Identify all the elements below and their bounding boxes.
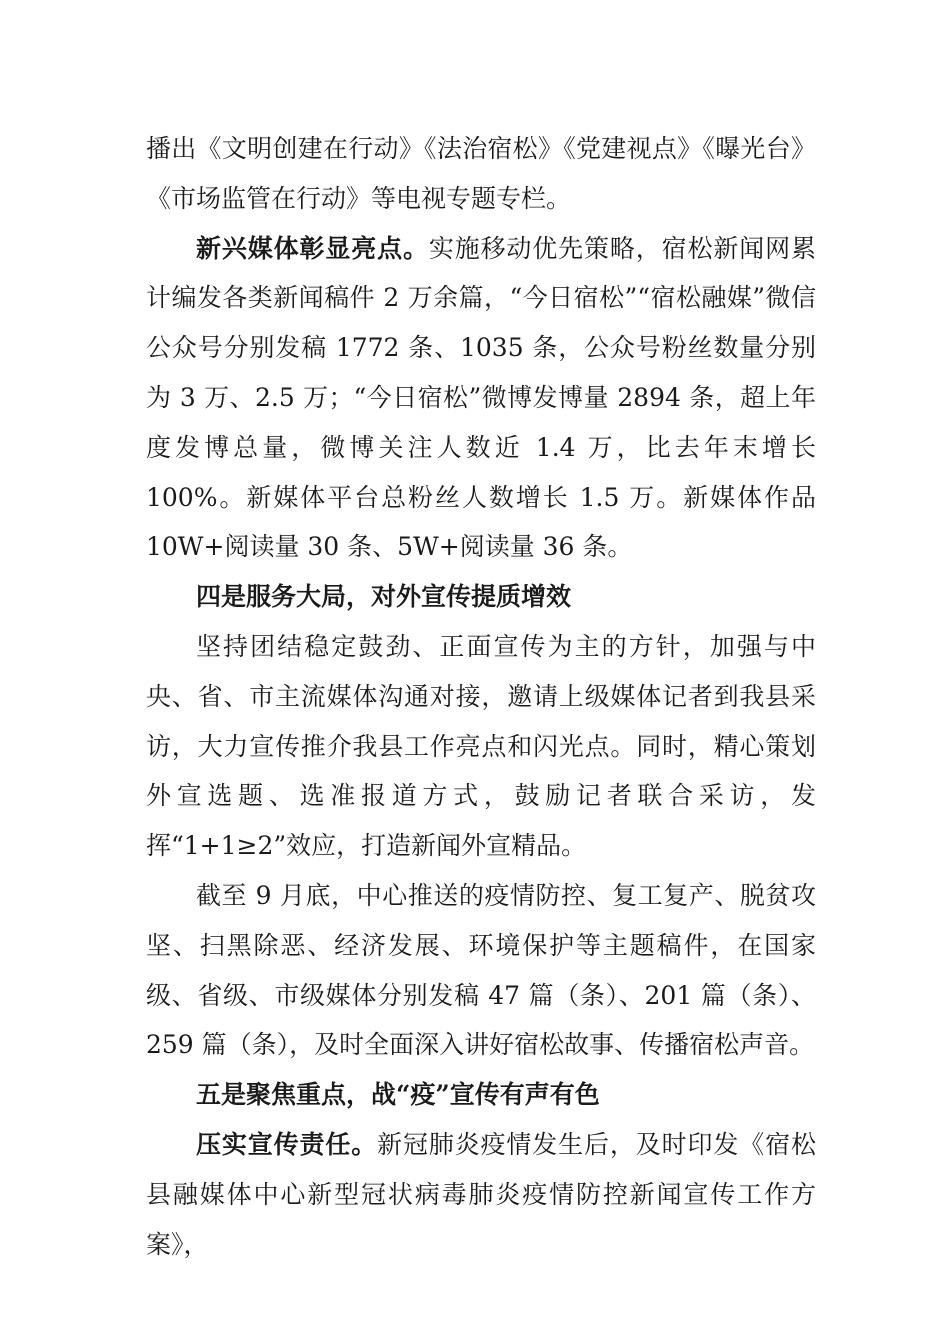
paragraph-responsibility	[146, 1120, 816, 1269]
paragraph-text: 实施移动优先策略，宿松新闻网累计编发各类新闻稿件 2 万余篇，“今日宿松”“宿松融媒”微信公众号分别发稿 1772 条、1035 条，公众号粉丝数量分别为 3 万、2.5 万；“今日宿松”微博发博量 2894 条，超上年度发博总量，微博关注人数近 1.4 万，比去年末增长 100%。新媒体平台总粉丝人数增长 1.5 万。新媒体作品 10W+阅读量 30 条、5W+阅读量 36 条。	[146, 233, 816, 562]
paragraph-tv-columns	[146, 124, 816, 224]
section-heading-5: 五是聚焦重点，战“疫”宣传有声有色	[196, 1080, 600, 1110]
paragraph-september-stats	[146, 871, 816, 1070]
section-heading-4: 四是服务大局，对外宣传提质增效	[196, 582, 572, 612]
paragraph-external-publicity	[146, 622, 816, 871]
document-body	[146, 124, 816, 1269]
paragraph-text: 截至 9 月底，中心推送的疫情防控、复工复产、脱贫攻坚、扫黑除恶、经济发展、环境保护等主题稿件，在国家级、省级、市级媒体分别发稿 47 篇（条）、201 篇（条）、259 篇（条），及时全面深入讲好宿松故事、传播宿松声音。	[146, 880, 816, 1060]
paragraph-text: 坚持团结稳定鼓劲、正面宣传为主的方针，加强与中央、省、市主流媒体沟通对接，邀请上级媒体记者到我县采访，大力宣传推介我县工作亮点和闪光点。同时，精心策划外宣选题、选准报道方式，鼓励记者联合采访，发挥“1+1≥2”效应，打造新闻外宣精品。	[146, 631, 816, 861]
paragraph-lead: 新兴媒体彰显亮点。	[196, 233, 429, 263]
paragraph-text: 播出《文明创建在行动》《法治宿松》《党建视点》《曝光台》《市场监管在行动》等电视专题专栏。	[146, 134, 816, 213]
paragraph-new-media	[146, 224, 816, 573]
paragraph-lead: 压实宣传责任。	[196, 1129, 378, 1159]
paragraph-text: 新冠肺炎疫情发生后，及时印发《宿松县融媒体中心新型冠状病毒肺炎疫情防控新闻宣传工作方案》，	[146, 1129, 816, 1259]
